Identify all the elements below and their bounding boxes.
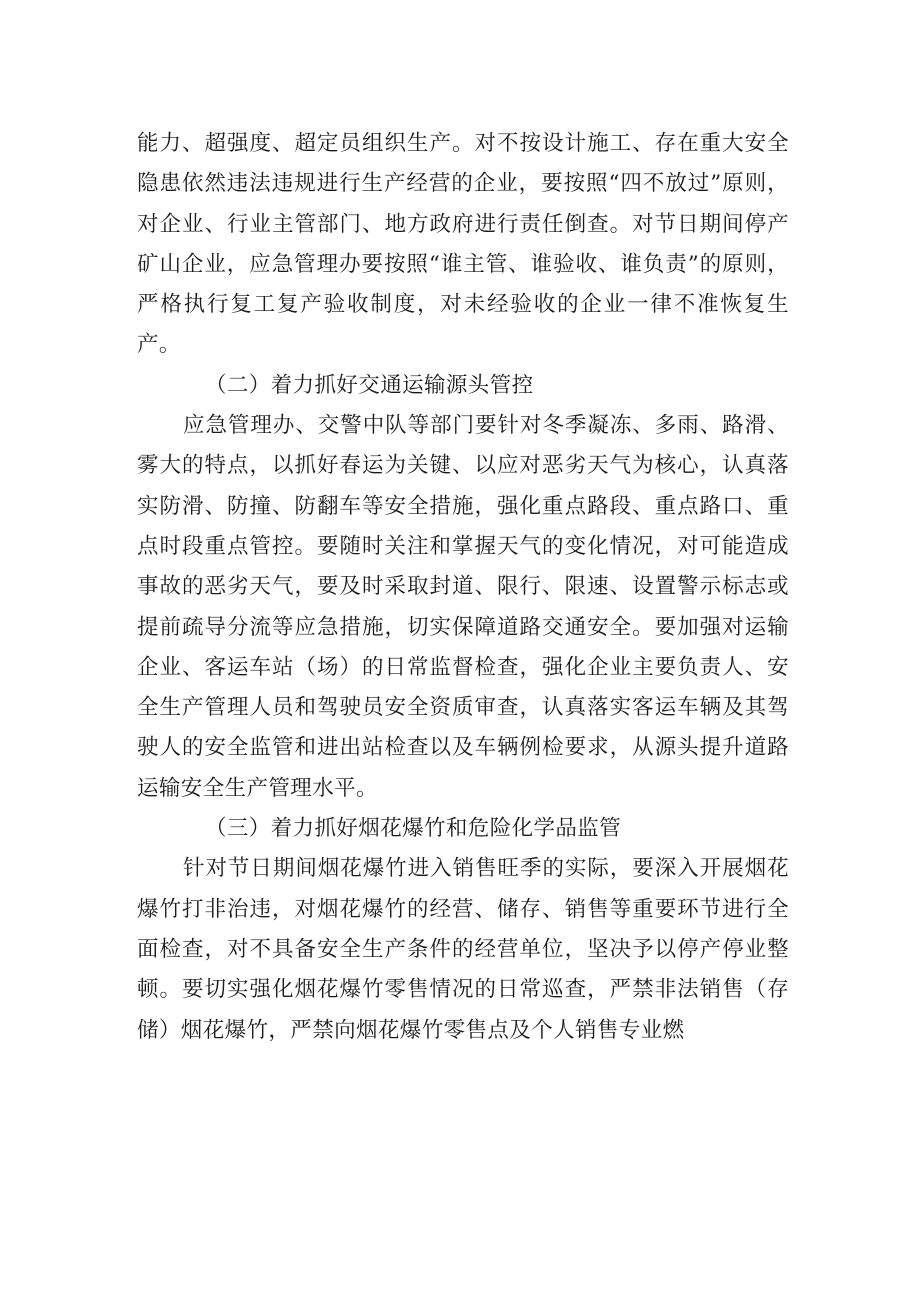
paragraph-continuation: 能力、超强度、超定员组织生产。对不按设计施工、存在重大安全隐患依然违法违规进行生产经营的企业，要按照“四不放过”原则，对企业、行业主管部门、地方政府进行责任倒查。对节日期间停产矿山企业，应急管理办要按照“谁主管、谁验收、谁负责”的原则，严格执行复工复产验收制度，对未经验收的企业一律不准恢复生产。 [137,131,789,358]
paragraph-fireworks: 针对节日期间烟花爆竹进入销售旺季的实际，要深入开展烟花爆竹打非治违，对烟花爆竹的经营、储存、销售等重要环节进行全面检查，对不具备安全生产条件的经营单位，坚决予以停产停业整顿。要切实强化烟花爆竹零售情况的日常巡查，严禁非法销售（存储）烟花爆竹，严禁向烟花爆竹零售点及个人销售专业燃 [137,856,789,1043]
section-heading-transport: （二）着力抓好交通运输源头管控 [205,372,534,398]
section-heading-fireworks: （三）着力抓好烟花爆竹和危险化学品监管 [205,816,622,842]
document-body [137,124,789,1051]
paragraph-transport: 应急管理办、交警中队等部门要针对冬季凝冻、多雨、路滑、雾大的特点，以抓好春运为关键、以应对恶劣天气为核心，认真落实防滑、防撞、防翻车等安全措施，强化重点路段、重点路口、重点时段重点管控。要随时关注和掌握天气的变化情况，对可能造成事故的恶劣天气，要及时采取封道、限行、限速、设置警示标志或提前疏导分流等应急措施，切实保障道路交通安全。要加强对运输企业、客运车站（场）的日常监督检查，强化企业主要负责人、安全生产管理人员和驾驶员安全资质审查，认真落实客运车辆及其驾驶人的安全监管和进出站检查以及车辆例检要求，从源头提升道路运输安全生产管理水平。 [137,413,789,801]
